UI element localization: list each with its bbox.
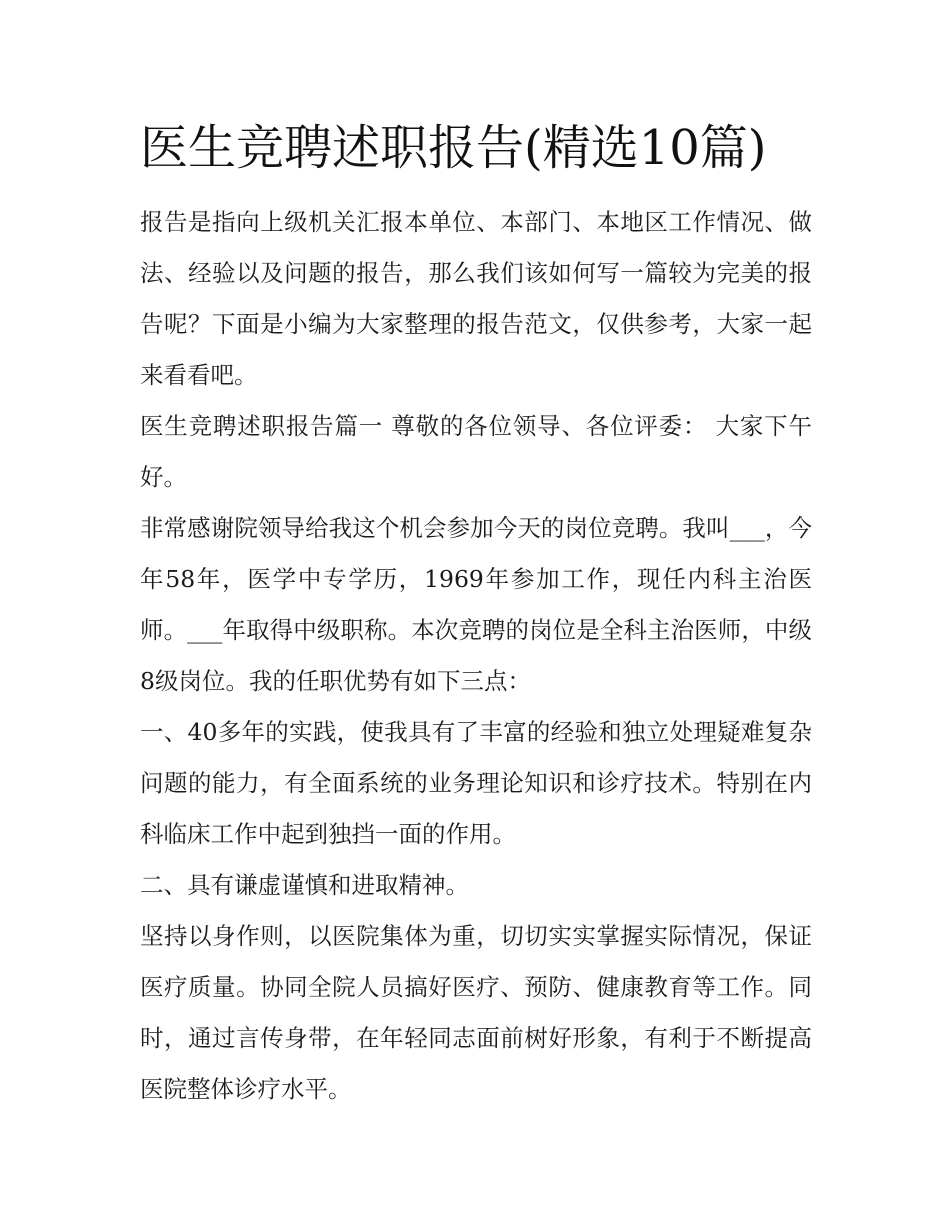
paragraph-intro: 报告是指向上级机关汇报本单位、本部门、本地区工作情况、做法、经验以及问题的报告，那么我们该如何写一篇较为完美的报告呢？下面是小编为大家整理的报告范文，仅供参考，大家一起来看看吧。: [140, 208, 812, 389]
page-title: 医生竞聘述职报告(精选10篇): [140, 120, 767, 176]
document-body: [140, 197, 812, 1115]
paragraph-advantage-two-heading: 二、具有谦虚谨慎和进取精神。: [140, 871, 469, 899]
paragraph-self-introduction: 非常感谢院领导给我这个机会参加今天的岗位竞聘。我叫___，今年58年，医学中专学历，1969年参加工作，现任内科主治医师。___年取得中级职称。本次竞聘的岗位是全科主治医师，中级8级岗位。我的任职优势有如下三点：: [140, 514, 812, 695]
paragraph-greeting: 医生竞聘述职报告篇一 尊敬的各位领导、各位评委： 大家下午好。: [140, 412, 812, 491]
paragraph-advantage-one: 一、40多年的实践，使我具有了丰富的经验和独立处理疑难复杂问题的能力，有全面系统的业务理论知识和诊疗技术。特别在内科临床工作中起到独挡一面的作用。: [140, 718, 812, 848]
paragraph-advantage-two-detail: 坚持以身作则，以医院集体为重，切切实实掌握实际情况，保证医疗质量。协同全院人员搞好医疗、预防、健康教育等工作。同时，通过言传身带，在年轻同志面前树好形象，有利于不断提高医院整体诊疗水平。: [140, 922, 812, 1103]
